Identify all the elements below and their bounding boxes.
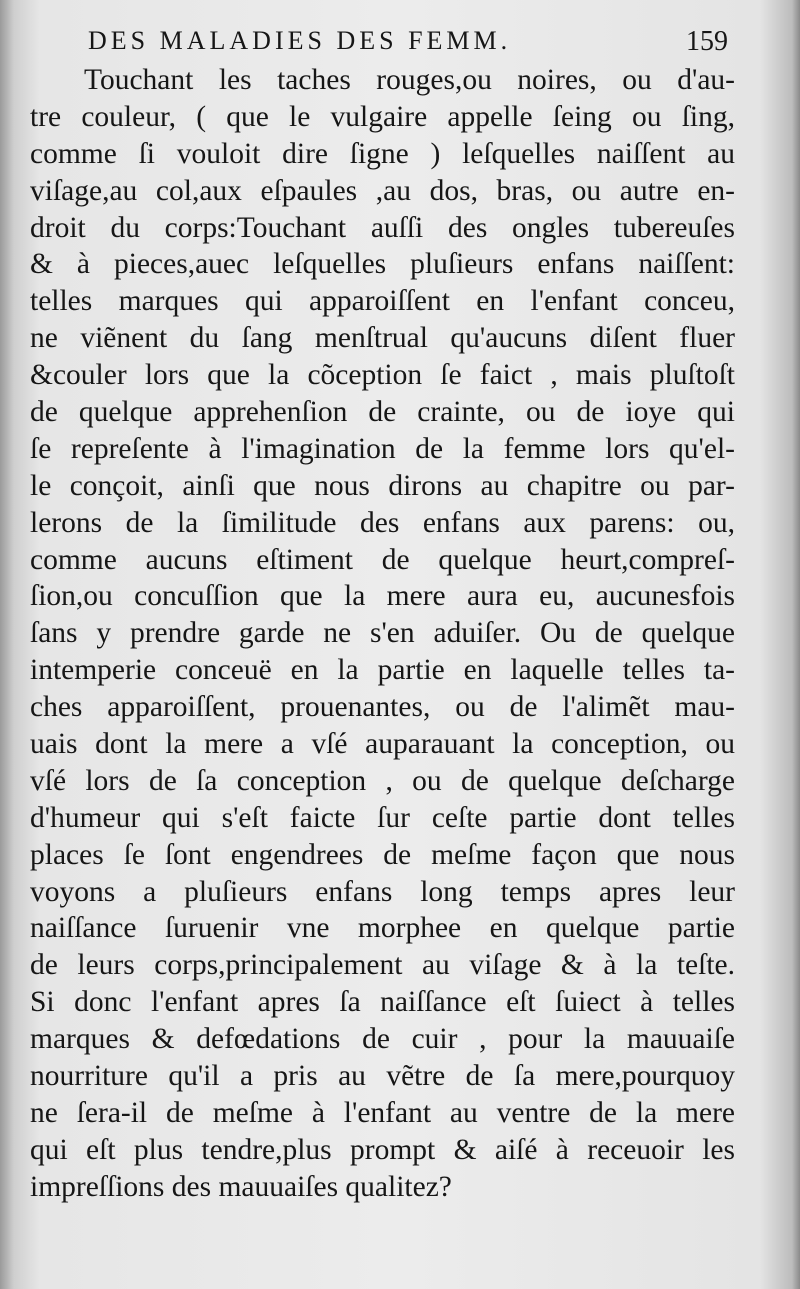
text-line: ſans y prendre garde ne s'en aduiſer. Ou de quelque — [30, 617, 735, 650]
text-line: Touchant les taches rouges,ou noires, ou d'au- — [84, 64, 735, 96]
text-line: Si donc l'enfant apres ſa naiſſance eſt ſuiect à telles — [30, 986, 735, 1019]
text-line: de leurs corps,principalement au viſage & à la teſte. — [30, 949, 735, 982]
text-line: naiſſance ſuruenir vne morphee en quelque partie — [30, 912, 735, 945]
text-line: lerons de la ſimilitude des enfans aux parens: ou, — [30, 506, 735, 539]
text-line: d'humeur qui s'eſt faicte ſur ceſte partie dont telles — [30, 801, 735, 834]
text-line: de quelque apprehenſion de crainte, ou de ioye qui — [30, 396, 735, 429]
text-line: impreſſions des mauuaiſes qualitez? — [30, 1170, 452, 1203]
text-line: viſage,au col,aux eſpaules ,au dos, bras, ou autre en- — [30, 174, 735, 207]
text-line: tre couleur, ( que le vulgaire appelle ſeing ou ſing, — [30, 100, 735, 133]
text-line: ne viẽnent du ſang menſtrual qu'aucuns diſent fluer — [30, 322, 735, 355]
text-line: qui eſt plus tendre,plus prompt & aiſé à receuoir les — [30, 1133, 735, 1166]
text-line: ſion,ou concuſſion que la mere aura eu, aucunesfois — [30, 580, 735, 613]
text-line: comme ſi vouloit dire ſigne ) leſquelles naiſſent au — [30, 137, 735, 170]
text-line: ne ſera-il de meſme à l'enfant au ventre de la mere — [30, 1096, 735, 1129]
text-line: nourriture qu'il a pris au vẽtre de ſa mere,pourquoy — [30, 1060, 735, 1093]
text-line: droit du corps:Touchant auſſi des ongles tubereuſes — [30, 211, 735, 244]
text-line: vſé lors de ſa conception , ou de quelque deſcharge — [30, 764, 735, 797]
running-title: DES MALADIES DES FEMM. — [88, 26, 512, 55]
text-line: voyons a pluſieurs enfans long temps apres leur — [30, 875, 735, 908]
text-line: & à pieces,auec leſquelles pluſieurs enfans naiſſent: — [30, 248, 735, 281]
running-head — [88, 26, 728, 66]
text-line: comme aucuns eſtiment de quelque heurt,compreſ- — [30, 543, 735, 576]
body-text — [30, 62, 735, 1206]
text-line: marques & defœdations de cuir , pour la mauuaiſe — [30, 1023, 735, 1056]
text-line: ſe repreſente à l'imagination de la femme lors qu'el- — [30, 432, 735, 465]
text-line: &couler lors que la cõception ſe faict , mais pluſtoſt — [30, 359, 735, 392]
text-line: intemperie conceuë en la partie en laquelle telles ta- — [30, 654, 735, 687]
text-line: places ſe ſont engendrees de meſme façon que nous — [30, 838, 735, 871]
text-line: ches apparoiſſent, prouenantes, ou de l'alimẽt mau- — [30, 691, 735, 724]
page-number: 159 — [686, 26, 728, 57]
text-line: telles marques qui apparoiſſent en l'enfant conceu, — [30, 285, 735, 318]
text-line: uais dont la mere a vſé auparauant la conception, ou — [30, 728, 735, 761]
text-line: le conçoit, ainſi que nous dirons au chapitre ou par- — [30, 469, 735, 502]
